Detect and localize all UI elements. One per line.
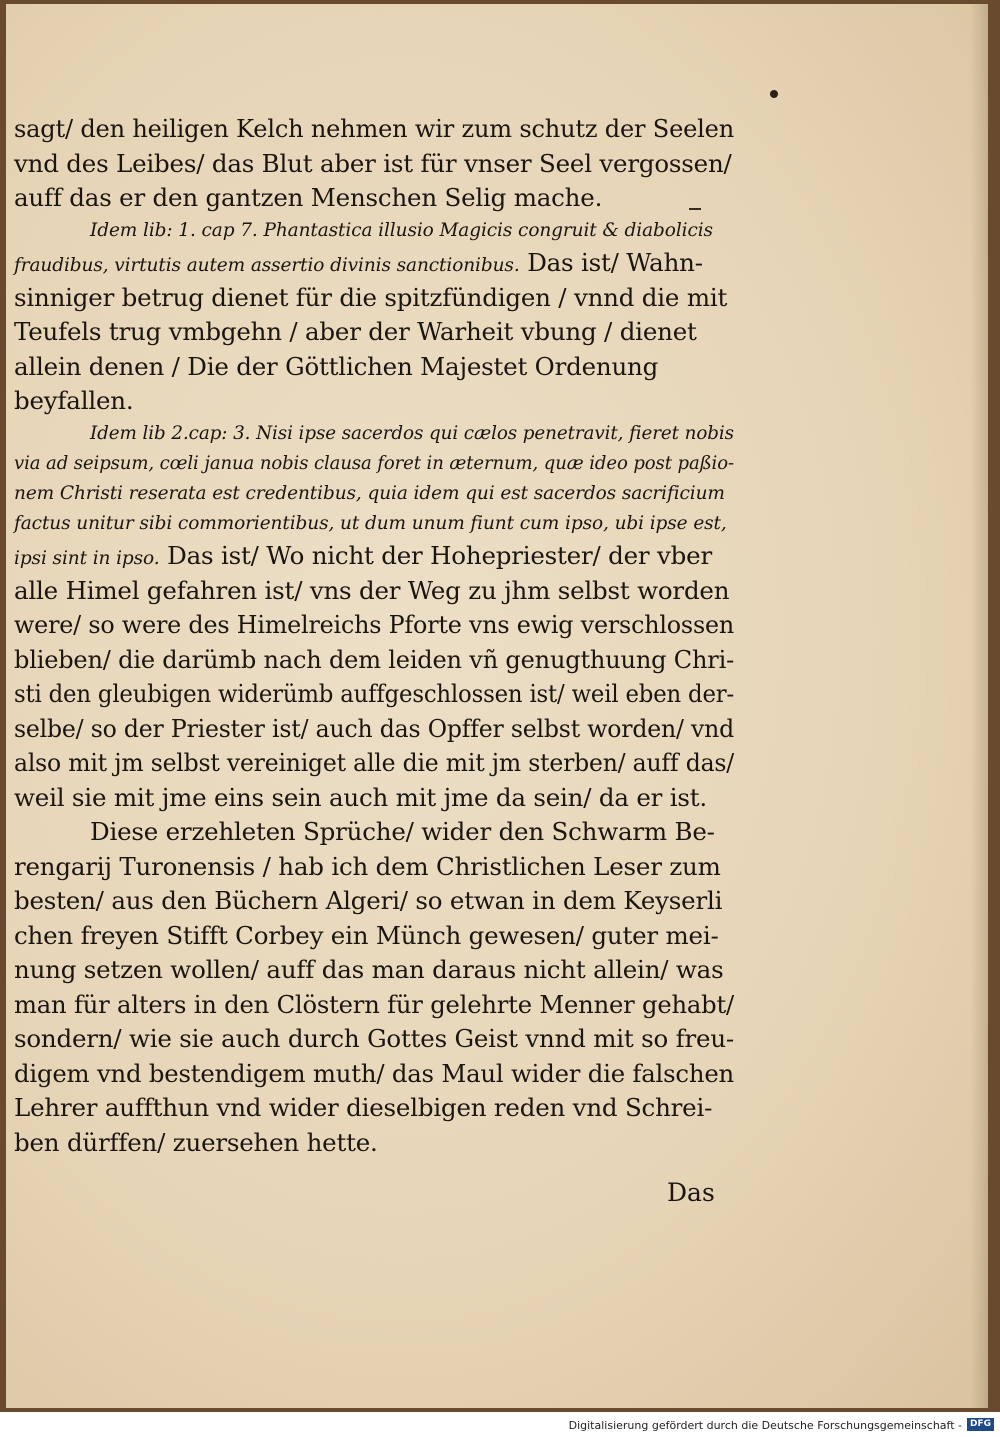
text-line: sinniger betrug dienet für die spitzfündigen / vnnd die mit <box>14 282 728 312</box>
funding-credit: Digitalisierung gefördert durch die Deutsche Forschungsgemeinschaft - <box>568 1419 962 1432</box>
text-line: vnd des Leibes/ das Blut aber ist für vnser Seel vergossen/ <box>14 148 732 178</box>
text-line: ben dürffen/ zuersehen hette. <box>14 1127 378 1157</box>
latin-quote-1 <box>14 216 734 419</box>
footer-bar <box>0 1412 1000 1437</box>
latin-fragment: ipsi sint in ipso. <box>14 547 160 569</box>
text-line: Lehrer auffthun vnd wider dieselbigen reden vnd Schrei- <box>14 1093 713 1122</box>
latin-line: Idem lib: 1. cap 7. Phantastica illusio Magicis congruit & diabolicis <box>90 219 713 241</box>
text-line: chen freyen Stifft Corbey ein Münch gewesen/ guter mei- <box>14 920 719 950</box>
dfg-logo: DFG <box>967 1418 994 1431</box>
text-line: nung setzen wollen/ auff das man daraus nicht allein/ was <box>14 955 724 984</box>
text-line: selbe/ so der Priester ist/ auch das Opffer selbst worden/ vnd <box>14 713 734 743</box>
paragraph-1 <box>14 112 734 216</box>
text-line: blieben/ die darümb nach dem leiden vñ genugthuung Chri- <box>14 644 734 674</box>
text-line: sondern/ wie sie auch durch Gottes Geist vnnd mit so freu- <box>14 1024 734 1053</box>
text-line: besten/ aus den Büchern Algeri/ so etwan in dem Keyserli <box>14 886 723 915</box>
text-line: Diese erzehleten Sprüche/ wider den Schwarm Be- <box>90 817 715 846</box>
latin-line: Idem lib 2.cap: 3. Nisi ipse sacerdos qui cælos penetravit, fieret nobis <box>90 422 734 444</box>
text-line: digem vnd bestendigem muth/ das Maul wider die falschen <box>14 1058 734 1088</box>
text-line: man für alters in den Clöstern für gelehrte Menner gehabt/ <box>14 989 734 1019</box>
text-line: sagt/ den heiligen Kelch nehmen wir zum schutz der Seelen <box>14 114 734 143</box>
latin-line: via ad seipsum, cœli janua nobis clausa foret in æternum, quæ ideo post paßio- <box>14 452 734 474</box>
latin-quote-2 <box>14 419 734 816</box>
latin-fragment: fraudibus, virtutis autem assertio divinis sanctionibus. <box>14 254 520 276</box>
text-line: Teufels trug vmbgehn / aber der Warheit vbung / dienet <box>14 317 697 346</box>
text-line: rengarij Turonensis / hab ich dem Christlichen Leser zum <box>14 851 721 881</box>
page-text <box>14 112 734 1160</box>
mixed-line <box>14 539 734 574</box>
paragraph-4 <box>14 815 734 1160</box>
text-line: alle Himel gefahren ist/ vns der Weg zu jhm selbst worden <box>14 575 730 605</box>
text-line: sti den gleubigen widerümb auffgeschlossen ist/ weil eben der- <box>14 679 734 708</box>
german-fragment: Das ist/ Wo nicht der Hohepriester/ der vber <box>159 540 712 570</box>
latin-line: factus unitur sibi commorientibus, ut dum unum fiunt cum ipso, ubi ipse est, <box>14 512 727 534</box>
text-line: were/ so were des Himelreichs Pforte vns ewig verschlossen <box>14 610 734 639</box>
catchword: Das <box>667 1178 715 1207</box>
latin-line: nem Christi reserata est credentibus, quia idem qui est sacerdos sacrificium <box>14 482 725 504</box>
text-line: auff das er den gantzen Menschen Selig mache. <box>14 183 603 212</box>
text-line: beyfallen. <box>14 386 134 415</box>
ink-spot <box>770 90 778 98</box>
mixed-line <box>14 246 734 281</box>
page-edge-shadow <box>970 4 988 1408</box>
text-line: allein denen / Die der Göttlichen Majestet Ordenung <box>14 351 659 381</box>
german-fragment: Das ist/ Wahn- <box>519 247 703 277</box>
text-line: also mit jm selbst vereiniget alle die mit jm sterben/ auff das/ <box>14 748 734 777</box>
text-line: weil sie mit jme eins sein auch mit jme da sein/ da er ist. <box>14 782 708 812</box>
